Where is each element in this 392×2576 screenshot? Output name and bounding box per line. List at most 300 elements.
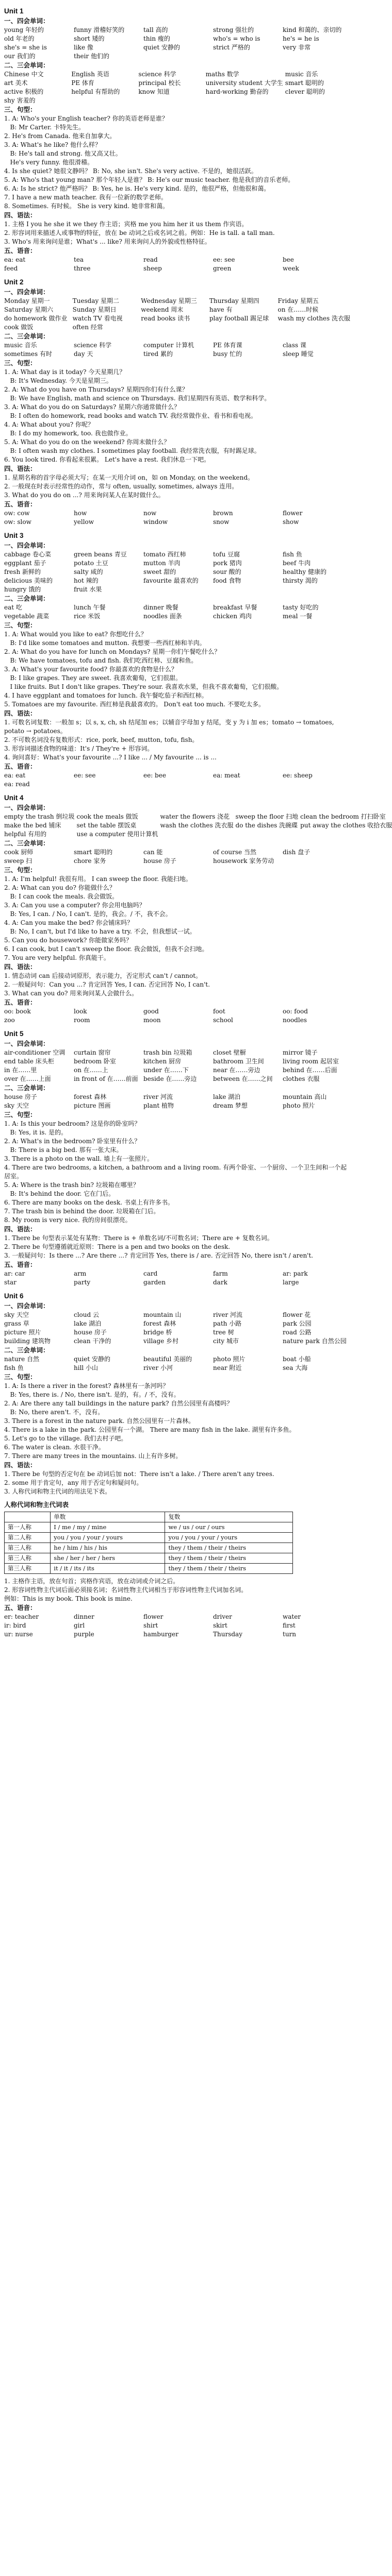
text-line: 1. There be 句型表示某处有某物：There is + 单数名词/不可数名词；There are + 复数名词。 [4,1234,273,1242]
vocab-word: Wednesday 星期三 [141,297,197,304]
vocab-word: lunch 午餐 [74,604,106,611]
text-line: 2. A: What can you do? 你能做什么？ [4,884,116,891]
vocab-word: ir: bird [4,1622,26,1629]
text-line: B: Yes, there is. / No, there isn't. 是的，有。/ 不，没有。 [4,1391,180,1398]
vocab-word: helpful 有用的 [4,831,47,838]
text-line: B: I'd like some tomatoes and mutton. 我想要一些西红柿和羊肉。 [4,639,206,647]
vocab-word: road 公路 [283,1329,312,1336]
word-list [4,1613,350,1639]
vocab-word: how [74,510,87,517]
unit-title: Unit 1 [4,7,24,15]
vocab-word: curtain 窗帘 [74,1049,111,1056]
text-line: 4. A: Can you make the bed? 你会铺床吗？ [4,919,134,926]
section-heading: 二、三会单词： [4,1346,50,1354]
vocab-word: ar: car [4,1270,25,1277]
text-line: 3. What can you do? 用来询问某人会做什么。 [4,990,138,997]
text-line: 1. 主格 I you he she it we they 作主语；宾格 me you him her it us them 作宾语。 [4,221,248,228]
text-line: B: I like grapes. They are sweet. 我喜欢葡萄，它们很甜。 [4,674,182,682]
text-line: 6. I can cook, but I can't sweep the floor. 我会做饭，但我不会扫地。 [4,945,208,953]
word-list [4,1007,350,1025]
vocab-word: clothes 衣服 [283,1075,320,1082]
text-line: 1. A: I'm helpful! 我很有用。 I can sweep the floor. 我能扫地。 [4,875,192,883]
table-cell: they / them / their / theirs [165,1543,293,1553]
section-heading: 一、四会单词： [4,288,50,296]
vocab-word: favourite 最喜欢的 [143,577,199,584]
vocab-word: food 食物 [213,577,241,584]
text-line: 3. There is a photo on the wall. 墙上有一张照片。 [4,1155,153,1162]
table-row [5,1553,293,1564]
vocab-word: vegetable 蔬菜 [4,613,50,620]
word-list [4,297,350,332]
vocab-word: maths 数学 [205,71,239,78]
text-line: B: No, I can't, but I'd like to have a try. 不会，但我想试一试。 [4,928,196,935]
text-line: 2. A: Are there any tall buildings in the nature park? 自然公园里有高楼吗？ [4,1400,233,1407]
vocab-word: do homework 做作业 [4,315,68,322]
vocab-word: strong 强壮的 [213,26,254,33]
vocab-word: make the bed 铺床 [4,822,61,829]
text-line: 2. There be 句型遵循就近原则：There is a pen and two books on the desk. [4,1243,231,1250]
text-line: B: Yes, it is. 是的。 [4,1129,67,1136]
text-line: B: He's tall and strong. 他又高又壮。 [4,150,122,157]
text-line: 3. A: What's he like? 他什么样？ [4,141,102,148]
table-cell: they / them / their / theirs [165,1553,293,1564]
vocab-word: music 音乐 [285,71,318,78]
vocab-word: path 小路 [213,1320,242,1327]
vocab-word: ea: meat [213,772,240,779]
text-line: B: Mr Carter. 卡特先生。 [4,124,85,131]
table-cell: I / me / my / mine [51,1522,165,1533]
vocab-word: plant 植物 [143,1102,174,1109]
vocab-word: oo: food [283,1008,308,1015]
vocab-word: funny 滑稽好笑的 [74,26,125,33]
vocab-word: sweet 甜的 [143,568,176,575]
vocab-word: Thursday 星期四 [209,297,259,304]
word-list [4,1048,350,1083]
table-cell: it / it / its / its [51,1564,165,1574]
vocab-word: flower [283,510,303,517]
section-heading: 四、语法： [4,709,37,717]
text-line: 2. A: What do you have for lunch on Mondays? 星期一你们午餐吃什么？ [4,648,221,655]
vocab-word: empty the trash 倒垃圾 [4,813,75,820]
vocab-word: wash the clothes 洗衣服 [160,822,234,829]
vocab-word: pork 猪肉 [213,560,242,567]
vocab-word: often 经常 [72,324,103,331]
text-line: 3. 一般疑问句：Is there ...? Are there ...? 肯定回答 Yes, there is / are. 否定回答 No, there isn't / aren't. [4,1252,314,1259]
vocab-word: smart 聪明的 [74,849,113,856]
section-heading: 五、语音： [4,247,37,255]
section-heading: 四、语法： [4,963,37,971]
unit-title: Unit 5 [4,1030,24,1038]
vocab-word: noodles [283,1016,307,1024]
vocab-word: clean the bedroom 打扫卧室 [300,813,386,820]
word-list [4,812,392,839]
vocab-word: tree 树 [213,1329,234,1336]
vocab-word: forest 森林 [74,1093,107,1100]
vocab-word: card [143,1270,158,1277]
section-heading: 五、语音： [4,500,37,508]
text-line: 2. 一般疑问句：Can you ...? 肯定回答 Yes, I can. 否定回答 No, I can't. [4,981,210,988]
word-list [4,1269,350,1287]
table-cell: 第三人称 [5,1543,51,1553]
vocab-word: hot 辣的 [74,577,99,584]
vocab-word: nature 自然 [4,1355,40,1363]
vocab-word: class 课 [283,342,306,349]
vocab-word: quiet 安静的 [74,1355,110,1363]
vocab-word: purple [74,1631,94,1638]
vocab-word: helpful 有帮助的 [71,88,120,95]
vocab-word: in front of 在……前面 [74,1075,138,1082]
table-cell: he / him / his / his [51,1543,165,1553]
vocab-word: on 在……时候 [277,306,319,313]
vocab-word: water [283,1613,301,1620]
text-line: B: We have English, math and science on Thursdays. 我们星期四有英语、数学和科学。 [4,395,271,402]
vocab-word: PE 体育 [71,79,94,87]
vocab-word: park 公园 [283,1320,312,1327]
vocab-word: Saturday 星期六 [4,306,54,313]
vocab-word: bathroom 卫生间 [213,1058,264,1065]
vocab-word: zoo [4,1016,15,1024]
text-line: 1. A: Is there a river in the forest? 森林里有一条河吗？ [4,1382,169,1389]
vocab-word: near 附近 [213,1364,242,1371]
vocab-word: sweep the floor 扫地 [235,813,299,820]
vocab-word: ea: read [4,781,30,788]
vocab-word: turn [283,1631,297,1638]
section-heading: 三、句型： [4,1111,37,1118]
vocab-word: lake 湖泊 [213,1093,241,1100]
unit-block [4,1029,350,1287]
vocab-word: shirt [143,1622,158,1629]
vocab-word: in 在……里 [4,1066,37,1074]
vocab-word: ee: sheep [283,772,313,779]
vocab-word: boat 小船 [283,1355,311,1363]
vocab-word: Thursday [213,1631,242,1638]
vocab-word: skirt [213,1622,227,1629]
section-heading: 二、三会单词： [4,61,50,69]
text-line: 3. What do you do on ...? 用来询问某人在某时做什么。 [4,492,165,499]
section-heading: 五、语音： [4,998,37,1006]
text-line: 2. some 用于肯定句，any 用于否定句和疑问句。 [4,1479,143,1486]
text-line: 2. He's from Canada. 他来自加拿大。 [4,132,116,140]
vocab-word: first [283,1622,296,1629]
unit-block [4,1291,350,1496]
vocab-word: fish 鱼 [283,551,302,558]
text-line: 3. Who's 用来询问是谁；What's ... like? 用来询问人的外貌或性格特征。 [4,238,211,245]
vocab-word: mutton 羊肉 [143,560,181,567]
text-line: 6. You look tired. 你看起来很累。 Let's have a rest. 我们休息一下吧。 [4,456,210,463]
vocab-word: sometimes 有时 [4,350,52,358]
text-line: 7. You are very helpful. 你真能干。 [4,954,110,961]
text-line: 5. A: Who's that young man? 那个年轻人是谁？ B: He's our music teacher. 他是我们的音乐老师。 [4,176,295,183]
text-line: 3. A: What's your favourite food? 你最喜欢的食物是什么？ [4,666,177,673]
vocab-word: like 像 [74,44,93,51]
vocab-word: Friday 星期五 [277,297,319,304]
vocab-word: housework 家务劳动 [213,857,274,865]
vocab-word: grass 草 [4,1320,29,1327]
vocab-word: tea [74,256,84,263]
section-heading: 四、语法： [4,1461,37,1469]
vocab-word: shy 害羞的 [4,97,36,104]
vocab-word: sky 天空 [4,1102,29,1109]
word-list [4,1355,350,1372]
vocab-word: tired 累的 [143,350,173,358]
unit-title: Unit 4 [4,794,24,802]
vocab-word: clean 干净的 [74,1337,111,1345]
vocab-word: delicious 美味的 [4,577,53,584]
vocab-word: science 科学 [74,342,112,349]
vocab-word: can 能 [143,849,163,856]
text-line: 1. 星期名称的首字母必须大写；在某一天用介词 on，如 on Monday, on the weekend。 [4,474,254,481]
vocab-word: house 房子 [143,857,176,865]
word-list [4,26,350,61]
word-list [4,509,350,527]
section-heading: 三、句型： [4,621,37,629]
vocab-word: cook 厨师 [4,849,34,856]
vocab-word: cloud 云 [74,1311,100,1318]
vocab-word: tomato 西红柿 [143,551,186,558]
text-line: 5. Can you do housework? 你能做家务吗？ [4,937,133,944]
vocab-word: river 小河 [143,1364,173,1371]
vocab-word: beautiful 美丽的 [143,1355,192,1363]
vocab-word: strict 严格的 [213,44,250,51]
word-list [4,1311,350,1346]
unit-block [4,277,350,527]
vocab-word: kind 和蔼的、亲切的 [283,26,342,33]
vocab-word: chore 家务 [74,857,106,865]
vocab-word: near 在……旁边 [213,1066,260,1074]
vocab-word: healthy 健康的 [283,568,326,575]
table-cell: 第三人称 [5,1553,51,1564]
vocab-word: set the table 摆饭桌 [76,822,137,829]
vocab-word: brown [213,510,233,517]
unit-title: Unit 3 [4,532,24,539]
section-heading: 五、语音： [4,762,37,770]
text-line: B: I can cook the meals. 我会做饭。 [4,893,119,900]
section-heading: 四、语法： [4,1225,37,1233]
table-cell: 第三人称 [5,1564,51,1574]
vocab-word: village 乡村 [143,1337,179,1345]
vocab-word: she's = she is [4,44,47,51]
text-line: 6. The water is clean. 水很干净。 [4,1444,105,1451]
text-line: 4. 询问喜好：What's your favourite ...? I like ... / My favourite ... is ... [4,754,217,761]
vocab-word: cook 做饭 [4,324,34,331]
text-line: 2. A: What do you have on Thursdays? 星期四你们有什么课？ [4,386,188,393]
vocab-word: sheep [143,265,162,272]
vocab-word: farm [213,1270,228,1277]
table-row [5,1564,293,1574]
table-header-cell [5,1512,51,1522]
vocab-word: end table 床头柜 [4,1058,54,1065]
vocab-word: closet 壁橱 [213,1049,246,1056]
vocab-word: of course 当然 [213,849,256,856]
word-list [4,771,350,789]
word-list [4,1093,350,1110]
word-list [4,848,350,866]
vocab-word: ow: slow [4,518,31,526]
vocab-word: room [74,1016,90,1024]
unit-title: Unit 2 [4,278,24,286]
text-line: B: No, there aren't. 不，没有。 [4,1409,104,1416]
vocab-word: old 年老的 [4,35,35,42]
vocab-word: thirsty 渴的 [283,577,318,584]
vocab-word: who's = who is [213,35,260,42]
vocab-word: ea: eat [4,256,26,263]
vocab-word: dish 盘子 [283,849,311,856]
text-line: 6. There are many books on the desk. 书桌上有许多书。 [4,1199,174,1206]
vocab-word: cook the meals 做饭 [76,813,138,820]
vocab-word: young 年轻的 [4,26,44,33]
text-line: 1. A: What day is it today? 今天星期几？ [4,368,126,376]
text-line: 1. A: Who's your English teacher? 你的英语老师是谁？ [4,115,168,122]
vocab-word: sour 酸的 [213,568,241,575]
vocab-word: ar: park [283,1270,308,1277]
vocab-word: active 积极的 [4,88,44,95]
table-cell: 第一人称 [5,1522,51,1533]
vocab-word: watch TV 看电视 [72,315,123,322]
text-line: B: It's Wednesday. 今天是星期三。 [4,377,112,384]
vocab-word: bridge 桥 [143,1329,172,1336]
section-heading: 一、四会单词： [4,17,50,25]
vocab-word: clever 聪明的 [285,88,325,95]
vocab-word: tofu 豆腐 [213,551,240,558]
vocab-word: rice 米饭 [74,613,101,620]
vocab-word: yellow [74,518,94,526]
text-line: 2. A: What's in the bedroom? 卧室里有什么？ [4,1138,141,1145]
vocab-word: fruit 水果 [74,586,102,593]
vocab-word: very 非常 [283,44,311,51]
table-cell: she / her / her / hers [51,1553,165,1564]
vocab-word: under 在……下 [143,1066,189,1074]
section-heading: 三、句型： [4,1373,37,1381]
vocab-word: driver [213,1613,232,1620]
vocab-word: three [74,265,91,272]
vocab-word: green [213,265,232,272]
vocab-word: air-conditioner 空调 [4,1049,66,1056]
vocab-word: nature park 自然公园 [283,1337,347,1345]
vocab-word: their 他们的 [74,53,110,60]
vocab-word: read books 读书 [141,315,190,322]
vocab-word: weekend 周末 [141,306,184,313]
text-line: 3. 形容词描述食物的味道：It's / They're + 形容词。 [4,745,154,752]
vocab-word: tasty 好吃的 [283,604,319,611]
vocab-word: photo 照片 [213,1355,246,1363]
vocab-word: water the flowers 浇花 [160,813,230,820]
text-line: 1. There be 句型的否定句在 be 动词后加 not：There isn't a lake. / There aren't any trees. [4,1470,274,1478]
text-line: B: We have tomatoes, tofu and fish. 我们吃西红柿、豆腐和鱼。 [4,657,198,664]
unit-title: Unit 6 [4,1292,24,1300]
vocab-word: river 河流 [213,1311,243,1318]
vocab-word: building 建筑物 [4,1337,51,1345]
vocab-word: river 河流 [143,1093,173,1100]
vocab-word: read [143,256,158,263]
vocab-word: picture 照片 [4,1329,41,1336]
pronoun-table [4,1512,293,1574]
vocab-word: good [143,1008,159,1015]
vocab-word: PE 体育课 [213,342,242,349]
text-line: 1. A: What would you like to eat? 你想吃什么？ [4,631,147,638]
text-line: 3. A: What do you do on Saturdays? 星期六你通常做什么？ [4,403,181,411]
text-line: 8. Sometimes. 有时候。 She is very kind. 她非常和蔼。 [4,202,169,210]
vocab-word: day 天 [74,350,93,358]
vocab-word: eat 吃 [4,604,22,611]
vocab-word: between 在……之间 [213,1075,273,1082]
text-line: 1. 情态动词 can 后接动词原形，表示能力，否定形式 can't / cannot。 [4,972,202,979]
text-line: He's very funny. 他很滑稽。 [4,159,93,166]
vocab-word: sleep 睡觉 [283,350,314,358]
vocab-word: flower 花 [283,1311,311,1318]
text-line: 7. I have a new math teacher. 我有一位新的数学老师。 [4,194,167,201]
word-list [4,550,350,594]
text-line: B: It's behind the door. 它在门后。 [4,1190,115,1197]
vocab-word: flower [143,1613,164,1620]
section-heading: 三、句型： [4,106,37,113]
vocab-word: garden [143,1279,166,1286]
vocab-word: feed [4,265,18,272]
text-line: B: I often do homework, read books and watch TV. 我经常做作业、看书和看电视。 [4,412,257,419]
vocab-word: art 美术 [4,79,28,87]
table-header-row [5,1512,293,1522]
vocab-word: fish 鱼 [4,1364,24,1371]
vocab-word: show [283,518,299,526]
text-line: 3. 人称代词和物主代词的用法见下表。 [4,1488,111,1495]
table-header-cell: 单数 [51,1512,165,1522]
text-line: I like fruits. But I don't like grapes. They're sour. 我喜欢水果，但我不喜欢葡萄，它们很酸。 [4,683,283,690]
vocab-word: university student 大学生 [205,79,283,87]
unit-block [4,793,392,1025]
unit-block [4,6,350,273]
text-line: 1. 可数名词复数：一般加 s；以 s, x, ch, sh 结尾加 es；以辅音字母加 y 结尾，变 y 为 i 加 es；tomato → tomatoes, potato → potatoes。 [4,719,336,735]
text-line: 7. The trash bin is behind the door. 垃圾箱在门后。 [4,1208,160,1215]
vocab-word: dream 梦想 [213,1102,248,1109]
vocab-word: mountain 高山 [283,1093,327,1100]
vocab-word: tall 高的 [143,26,168,33]
text-line: B: I do my homework, too. 我也做作业。 [4,430,132,437]
vocab-word: large [283,1279,299,1286]
text-line: 5. A: Where is the trash bin? 垃圾箱在哪里？ [4,1181,139,1189]
text-line: 6. A: Is he strict? 他严格吗？ B: Yes, he is. He's very kind. 是的，他很严格，但他很和蔼。 [4,185,270,192]
vocab-word: hamburger [143,1631,178,1638]
vocab-word: picture 图画 [74,1102,111,1109]
vocab-word: foot [213,1008,225,1015]
vocab-word: ur: nurse [4,1631,33,1638]
section-heading: 一、四会单词： [4,541,50,549]
vocab-word: ow: cow [4,510,30,517]
vocab-word: ee: bee [143,772,166,779]
vocab-word: Tuesday 星期二 [72,297,120,304]
table-row [5,1543,293,1553]
vocab-word: star [4,1279,17,1286]
text-line: 4. There is a lake in the park. 公园里有一个湖。 There are many fish in the lake. 湖里有许多鱼。 [4,1426,296,1433]
vocab-word: fresh 新鲜的 [4,568,41,575]
text-line: B: Yes, I can. / No, I can't. 是的，我会。/ 不，我不会。 [4,910,172,918]
text-line: 2. 形容词用来描述人或事物的特征，放在 be 动词之后或名词之前。例如：He is tall. a tall man. [4,229,275,236]
text-line: 2. 一般现在时表示经常性的动作，常与 often, usually, sometimes, always 连用。 [4,483,238,490]
table-cell: they / them / their / theirs [165,1564,293,1574]
vocab-word: house 房子 [74,1329,107,1336]
vocab-word: beside 在……旁边 [143,1075,197,1082]
vocab-word: school [213,1016,233,1024]
vocab-word: forest 森林 [143,1320,176,1327]
vocab-word: dark [213,1279,227,1286]
vocab-word: eggplant 茄子 [4,560,46,567]
unit-block [4,531,350,789]
vocab-word: over 在……上面 [4,1075,51,1082]
section-heading: 五、语音： [4,1261,37,1268]
section-heading: 五、语音： [4,1604,37,1612]
table-title: 人称代词和物主代词表 [4,1501,69,1509]
vocab-word: green beans 青豆 [74,551,127,558]
text-line: 4. I have eggplant and tomatoes for lunch. 我午餐吃茄子和西红柿。 [4,692,208,699]
vocab-word: chicken 鸡肉 [213,613,252,620]
